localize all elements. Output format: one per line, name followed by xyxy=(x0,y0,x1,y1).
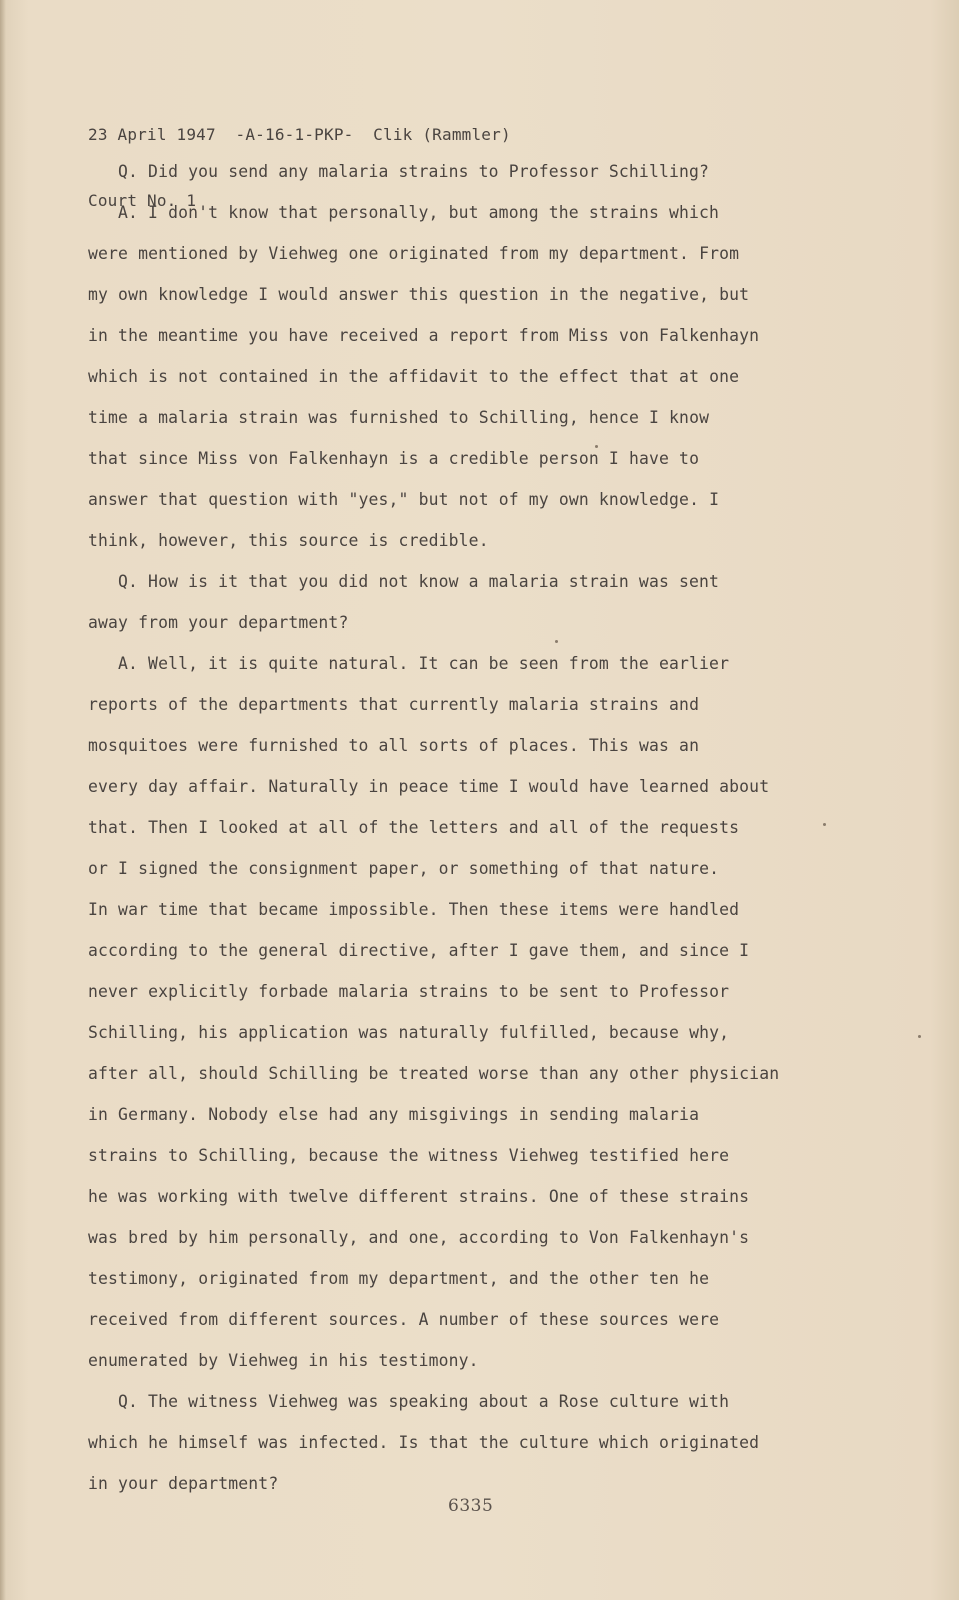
transcript-line: received from different sources. A number of these sources were xyxy=(88,1310,720,1329)
transcript-line: he was working with twelve different strains. One of these strains xyxy=(88,1187,750,1206)
transcript-body xyxy=(88,158,808,1511)
transcript-line: in Germany. Nobody else had any misgivings in sending malaria xyxy=(88,1105,700,1124)
transcript-line: my own knowledge I would answer this question in the negative, but xyxy=(88,285,750,304)
transcript-line: which he himself was infected. Is that the culture which originated xyxy=(88,1433,760,1452)
transcript-line: were mentioned by Viehweg one originated from my department. From xyxy=(88,244,740,263)
transcript-line: in your department? xyxy=(88,1474,279,1493)
transcript-line: mosquitoes were furnished to all sorts of places. This was an xyxy=(88,736,700,755)
transcript-line: testimony, originated from my department, and the other ten he xyxy=(88,1269,710,1288)
paper-speck xyxy=(823,823,826,826)
transcript-line: was bred by him personally, and one, according to Von Falkenhayn's xyxy=(88,1228,750,1247)
transcript-line: A. I don't know that personally, but among the strains which xyxy=(118,203,720,222)
transcript-line: in the meantime you have received a report from Miss von Falkenhayn xyxy=(88,326,760,345)
transcript-line: Q. How is it that you did not know a malaria strain was sent xyxy=(118,572,720,591)
transcript-line: Schilling, his application was naturally fulfilled, because why, xyxy=(88,1023,730,1042)
paper-speck xyxy=(918,1035,921,1038)
header-date-line: 23 April 1947 -A-16-1-PKP- Clik (Rammler) xyxy=(88,125,511,144)
transcript-line: never explicitly forbade malaria strains to be sent to Professor xyxy=(88,982,730,1001)
transcript-line: Q. The witness Viehweg was speaking about a Rose culture with xyxy=(118,1392,730,1411)
transcript-line: after all, should Schilling be treated worse than any other physician xyxy=(88,1064,780,1083)
transcript-line: In war time that became impossible. Then these items were handled xyxy=(88,900,740,919)
transcript-line: A. Well, it is quite natural. It can be seen from the earlier xyxy=(118,654,730,673)
transcript-line: that. Then I looked at all of the letters and all of the requests xyxy=(88,818,740,837)
transcript-line: Q. Did you send any malaria strains to Professor Schilling? xyxy=(118,162,710,181)
paper-speck xyxy=(595,445,598,448)
transcript-line: that since Miss von Falkenhayn is a credible person I have to xyxy=(88,449,700,468)
transcript-line: answer that question with "yes," but not of my own knowledge. I xyxy=(88,490,720,509)
transcript-line: or I signed the consignment paper, or something of that nature. xyxy=(88,859,720,878)
transcript-line: according to the general directive, after I gave them, and since I xyxy=(88,941,750,960)
transcript-line: every day affair. Naturally in peace time I would have learned about xyxy=(88,777,770,796)
transcript-line: which is not contained in the affidavit to the effect that at one xyxy=(88,367,740,386)
transcript-line: strains to Schilling, because the witness Viehweg testified here xyxy=(88,1146,730,1165)
transcript-line: reports of the departments that currently malaria strains and xyxy=(88,695,700,714)
header-court-line: Court No. 1 xyxy=(88,191,197,210)
transcript-line: away from your department? xyxy=(88,613,349,632)
transcript-line: think, however, this source is credible. xyxy=(88,531,489,550)
paper-speck xyxy=(555,640,558,643)
transcript-line: enumerated by Viehweg in his testimony. xyxy=(88,1351,479,1370)
transcript-line: time a malaria strain was furnished to Schilling, hence I know xyxy=(88,408,710,427)
page-number: 6335 xyxy=(448,1496,494,1516)
